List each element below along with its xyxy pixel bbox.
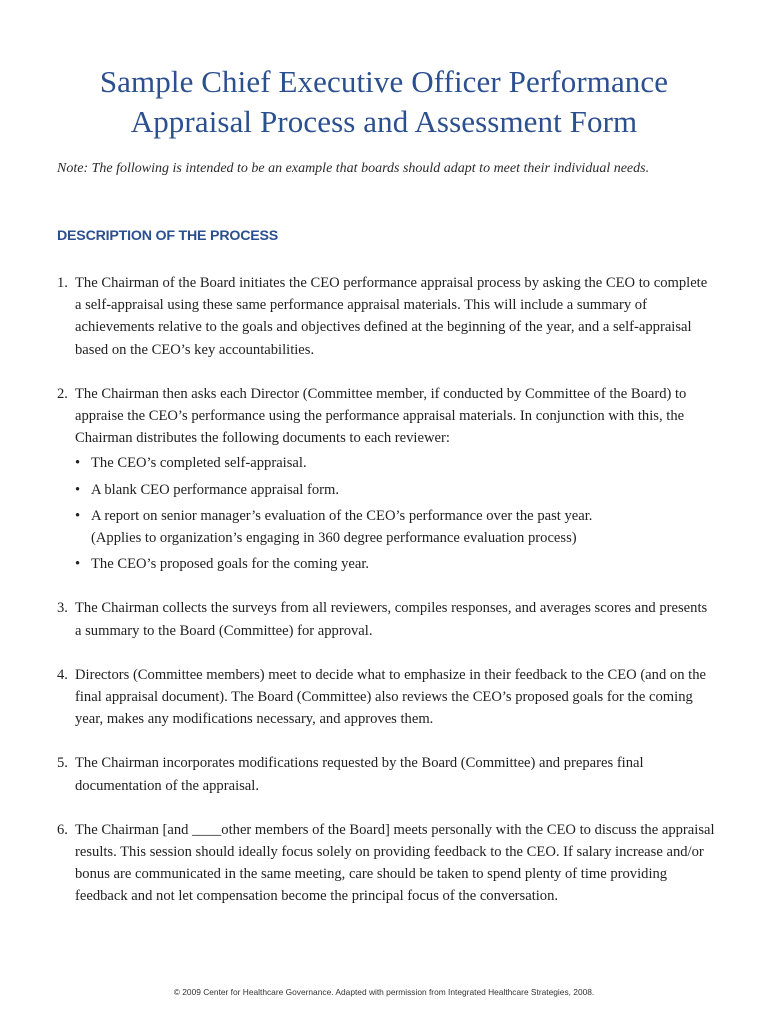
bullet-item xyxy=(75,553,717,575)
bullet-item xyxy=(75,452,717,474)
step-text: Directors (Committee members) meet to decide what to emphasize in their feedback to the CEO (and on the final appraisal document). The Board (Committee) also reviews the CEO’s proposed goals for the coming year, makes any modifications necessary, and approves them. xyxy=(75,666,706,728)
step-text: The Chairman [and ____other members of the Board] meets personally with the CEO to discuss the appraisal results. This session should ideally focus solely on providing feedback to the CEO. If salary increase and/or bonus are communicated in the same meeting, care should be taken to spend plenty of time providing feedback and not let compensation become the principal focus of the conversation. xyxy=(75,821,715,905)
process-step xyxy=(57,819,717,908)
process-step xyxy=(57,272,717,361)
step-number: 4. xyxy=(57,666,68,683)
bullet-subtext: (Applies to organization’s engaging in 360 degree performance evaluation process) xyxy=(91,530,577,547)
step-text: The Chairman incorporates modifications requested by the Board (Committee) and prepares final documentation of the appraisal. xyxy=(75,755,644,794)
copyright-footer: © 2009 Center for Healthcare Governance. Adapted with permission from Integrated Healthcare Strategies, 2008. xyxy=(173,987,595,997)
intro-note: Note: The following is intended to be an example that boards should adapt to meet their individual needs. xyxy=(57,161,650,176)
bullet-item xyxy=(75,479,717,501)
bullet-icon: • xyxy=(75,507,81,524)
reviewer-documents-list xyxy=(75,452,717,575)
step-number: 3. xyxy=(57,600,68,617)
process-step xyxy=(57,383,717,576)
process-step xyxy=(57,664,717,731)
bullet-item xyxy=(75,505,717,549)
step-text: The Chairman then asks each Director (Committee member, if conducted by Committee of the Board) to appraise the CEO’s performance using the performance appraisal materials. In conjunction with this, the Chairman distributes the following documents to each reviewer: xyxy=(75,385,687,447)
step-number: 5. xyxy=(57,755,68,772)
title-line-1: Sample Chief Executive Officer Performance xyxy=(99,64,669,99)
title-line-2: Appraisal Process and Assessment Form xyxy=(130,104,638,139)
bullet-text: A report on senior manager’s evaluation of the CEO’s performance over the past year. xyxy=(91,507,593,524)
bullet-text: A blank CEO performance appraisal form. xyxy=(91,481,340,498)
step-number: 1. xyxy=(57,275,68,291)
step-text: The Chairman of the Board initiates the CEO performance appraisal process by asking the CEO to complete a self-appraisal using these same performance appraisal materials. This will include a summary of achievements relative to the goals and objectives defined at the beginning of the year, and a self-appraisal based on the CEO’s key accountabilities. xyxy=(75,275,708,358)
step-text: The Chairman collects the surveys from all reviewers, compiles responses, and averages scores and presents a summary to the Board (Committee) for approval. xyxy=(75,600,708,639)
process-step xyxy=(57,597,717,641)
document-title xyxy=(0,62,768,142)
bullet-text: The CEO’s completed self-appraisal. xyxy=(91,455,307,472)
process-step xyxy=(57,752,717,796)
section-heading: DESCRIPTION OF THE PROCESS xyxy=(57,228,279,244)
bullet-icon: • xyxy=(75,556,81,573)
process-steps-list xyxy=(57,272,717,930)
step-number: 2. xyxy=(57,385,68,402)
step-number: 6. xyxy=(57,821,68,838)
bullet-icon: • xyxy=(75,455,81,472)
bullet-text: The CEO’s proposed goals for the coming year. xyxy=(91,556,370,573)
bullet-icon: • xyxy=(75,481,81,498)
